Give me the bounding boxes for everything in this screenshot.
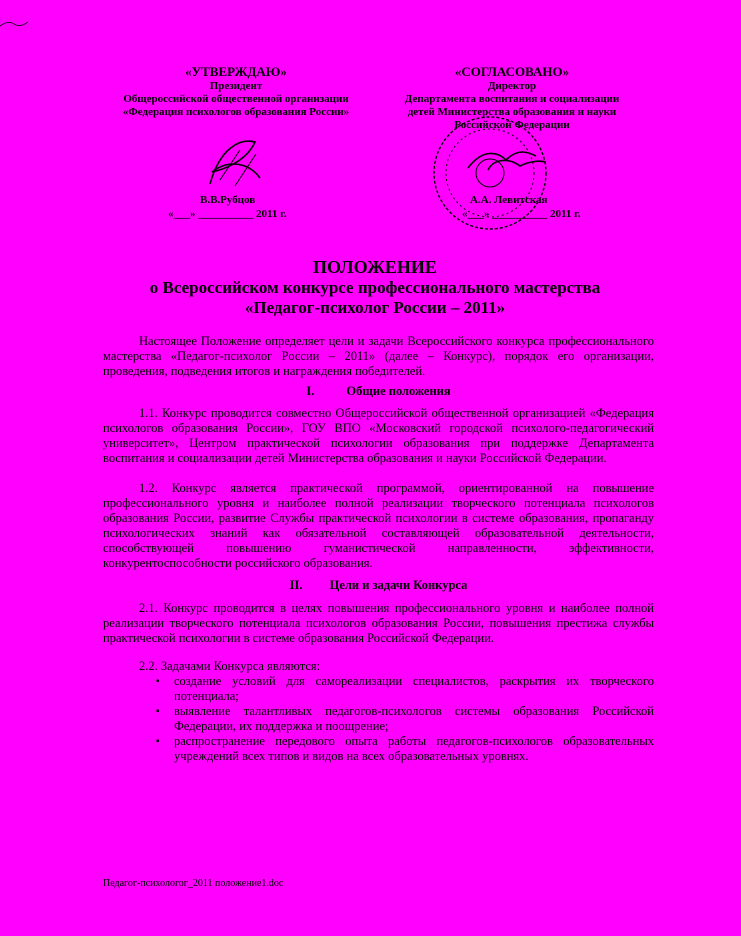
approve-heading: «УТВЕРЖДАЮ» bbox=[185, 64, 287, 79]
intro-paragraph: Настоящее Положение определяет цели и задачи Всероссийского конкурса профессионального мастерства «Педагог-психолог России – 2011» (далее – Конкурс), порядок его организации, проведения, подведения итогов и награждения победителей. bbox=[103, 334, 654, 378]
title-line1: ПОЛОЖЕНИЕ bbox=[313, 257, 437, 277]
file-footer: Педагог-психологог_2011 положение1.doc bbox=[103, 878, 284, 889]
signature-name-right: А.А. Левитская bbox=[470, 194, 548, 206]
approve-line2: Общероссийской общественной организации bbox=[123, 93, 349, 105]
section2-title: Цели и задачи Конкурса bbox=[329, 578, 468, 592]
agree-line4: Российской Федерации bbox=[454, 119, 570, 131]
tasks-list-wrap bbox=[103, 674, 654, 764]
section2-para2: 2.2. Задачами Конкурса являются: bbox=[139, 659, 321, 673]
section1-para1: 1.1. Конкурс проводится совместно Общероссийской общественной организацией «Федерация психологов образования России», ГОУ ВПО «Московский городской психолого-педагогический университет», Центром практической психологии образования при поддержке Департамента воспитания и социализации детей Министерства образования и науки Российской Федерации. bbox=[103, 406, 654, 465]
tasks-list bbox=[103, 674, 654, 764]
list-item: ▪ распространение передового опыта работы педагогов-психологов образовательных учреждений всех типов и видов на всех образовательных уровнях. bbox=[174, 734, 654, 764]
agree-line3: детей Министерства образования и науки bbox=[407, 106, 617, 118]
section2-num: II. bbox=[289, 578, 303, 592]
date-line-right: «___» __________ 2011 г. bbox=[462, 208, 581, 220]
approve-line1: Президент bbox=[209, 80, 263, 92]
list-item: ▪ создание условий для самореализации специалистов, раскрытия их творческого потенциала; bbox=[174, 674, 654, 704]
approve-line3: «Федерация психологов образования России» bbox=[122, 106, 350, 118]
signature-name-left: В.В.Рубцов bbox=[200, 194, 256, 206]
approval-block-left bbox=[96, 64, 376, 119]
signature-rubtsov-icon bbox=[200, 128, 270, 198]
list-item: ▪ выявление талантливых педагогов-психологов системы образования Российской Федерации, их поддержка и поощрение; bbox=[174, 704, 654, 734]
section1-title: Общие положения bbox=[346, 384, 451, 398]
agree-line1: Директор bbox=[487, 80, 537, 92]
agree-line2: Департамента воспитания и социализации bbox=[404, 93, 620, 105]
title-line2: о Всероссийском конкурсе профессионального мастерства bbox=[149, 278, 601, 297]
section2-heading bbox=[103, 578, 654, 593]
section1-num: I. bbox=[306, 384, 315, 398]
title-line3: «Педагог-психолог России – 2011» bbox=[244, 298, 506, 317]
section1-para2: 1.2. Конкурс является практической программой, ориентированной на повышение профессионального уровня и наиболее полной реализации творческого потенциала психологов образования России, развитие Службы практической психологии в системе образования, пропаганду психологических знаний как обязательной составляющей образовательной деятельности, способствующей повышению гуманистической направленности, эффективности, конкурентоспособности российского образования. bbox=[103, 481, 654, 570]
document-title bbox=[90, 256, 660, 318]
section2-para1: 2.1. Конкурс проводится в целях повышения профессионального уровня и наиболее полной реализации творческого потенциала психологов образования России, повышения престижа службы практической психологии в системе образования Российской Федерации. bbox=[103, 601, 654, 645]
scan-mark bbox=[0, 18, 28, 30]
date-line-left: «___» __________ 2011 г. bbox=[168, 208, 287, 220]
section1-heading bbox=[103, 384, 654, 399]
agree-heading: «СОГЛАСОВАНО» bbox=[454, 64, 570, 79]
